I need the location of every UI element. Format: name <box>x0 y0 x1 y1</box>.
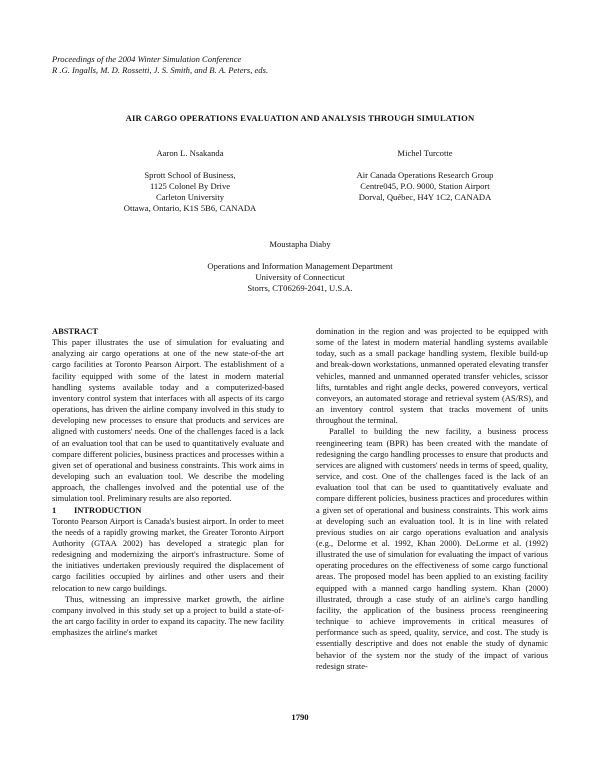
affiliation-line: 1125 Colonel By Drive <box>149 181 231 191</box>
proceedings-header <box>52 54 268 76</box>
body-paragraph-1: domination in the region and was projected to be equipped with some of the latest in modern material handling systems available today, such as a small package handling system, flexible build-up and break-down workstations, unmanned operated elevating transfer vehicles, manned and unmanned operated transfer vehicles, scissor lifts, turntables and right angle decks, powered conveyors, vertical conveyors, an automated storage and retrieval system (AS/RS), and an inventory control system that tracks movement of units throughout the terminal. <box>316 326 548 426</box>
affiliation-line: Sprott School of Business, <box>144 170 236 180</box>
author-name: Michel Turcotte <box>397 148 453 158</box>
proceedings-line-1: Proceedings of the 2004 Winter Simulation Conference <box>52 54 242 64</box>
left-column <box>52 326 284 638</box>
author-block-2 <box>320 148 530 203</box>
paper-title: AIR CARGO OPERATIONS EVALUATION AND ANALYSIS THROUGH SIMULATION <box>125 113 475 123</box>
introduction-heading <box>52 505 284 516</box>
affiliation-line: Operations and Information Management Department <box>207 261 393 271</box>
affiliation-line: Centre045, P.O. 9000, Station Airport <box>360 181 490 191</box>
right-column <box>316 326 548 672</box>
intro-paragraph-2: Thus, witnessing an impressive market growth, the airline company involved in this study set up a project to build a state-of-the art cargo facility in order to expand its capacity. The new facility emphasizes the airline's market <box>52 593 284 638</box>
intro-paragraph-1: Toronto Pearson Airport is Canada's busiest airport. In order to meet the needs of a rapidly growing market, the Greater Toronto Airport Authority (GTAA 2002) has developed a strategic plan for redesigning and modernizing the airport's infrastructure. Some of the initiatives undertaken previously required the displacement of cargo facilities occupied by airlines and other users and their relocation to new cargo buildings. <box>52 515 284 593</box>
author-name: Moustapha Diaby <box>269 239 331 249</box>
author-block-1 <box>100 148 280 214</box>
affiliation-line: Air Canada Operations Research Group <box>356 170 494 180</box>
affiliation-line: University of Connecticut <box>255 272 345 282</box>
page-number: 1790 <box>291 712 309 722</box>
author-name: Aaron L. Nsakanda <box>156 148 224 158</box>
abstract-text: This paper illustrates the use of simulation for evaluating and analyzing air cargo operations at one of the new state-of-the art cargo facilities at Toronto Pearson Airport. The establishment of a facility equipped with some of the latest in modern material handling systems available today and a computerized-based inventory control system that interfaces with all aspects of its cargo operations, has driven the airline company involved in this study to developing new processes to ensure that products and services are aligned with customers' needs. One of the challenges faced is a lack of an evaluation tool that can be used to quantitatively evaluate and compare different policies, business practices and processes within a given set of operational and business constraints. This work aims in developing such an evaluation tool. We describe the modeling approach, the challenges involved and the potential use of the simulation tool. Preliminary results are also reported. <box>52 337 284 504</box>
author-block-3 <box>160 239 440 294</box>
section-title: INTRODUCTION <box>74 504 142 515</box>
body-paragraph-2: Parallel to building the new facility, a business process reengineering team (BPR) has been created with the mandate of redesigning the cargo handling processes to ensure that products and services are aligned with customers' needs in terms of speed, quality, service, and cost. One of the challenges faced is the lack of an evaluation tool that can be used to quantitatively evaluate and compare different policies, business practices and procedures within a given set of operational and business constraints. This work aims at developing such an evaluation tool. It is in line with related previous studies on air cargo operations evaluation and analysis (e.g., Delorme et al. 1992, Khan 2000). DeLorme et al. (1992) illustrated the use of simulation for evaluating the impact of various operating procedures on the effectiveness of some cargo functional areas. The proposed model has been applied to an existing facility equipped with a manned cargo handling system. Khan (2000) illustrated, through a case study of an airline's cargo handling facility, the application of the business process reengineering technique to achieve improvements in critical measures of performance such as speed, quality, service, and cost. The study is essentially descriptive and does not enable the study of dynamic behavior of the system nor the study of the impact of various redesign strate- <box>316 426 548 671</box>
abstract-heading: ABSTRACT <box>52 326 98 336</box>
section-number: 1 <box>52 504 57 515</box>
affiliation-line: Carleton University <box>155 192 225 202</box>
affiliation-line: Ottawa, Ontario, K1S 5B6, CANADA <box>123 203 257 213</box>
proceedings-editors: R .G. Ingalls, M. D. Rossetti, J. S. Smith, and B. A. Peters, eds. <box>52 65 269 75</box>
affiliation-line: Dorval, Québec, H4Y 1C2, CANADA <box>358 192 492 202</box>
affiliation-line: Storrs, CT06269-2041, U.S.A. <box>247 283 353 293</box>
